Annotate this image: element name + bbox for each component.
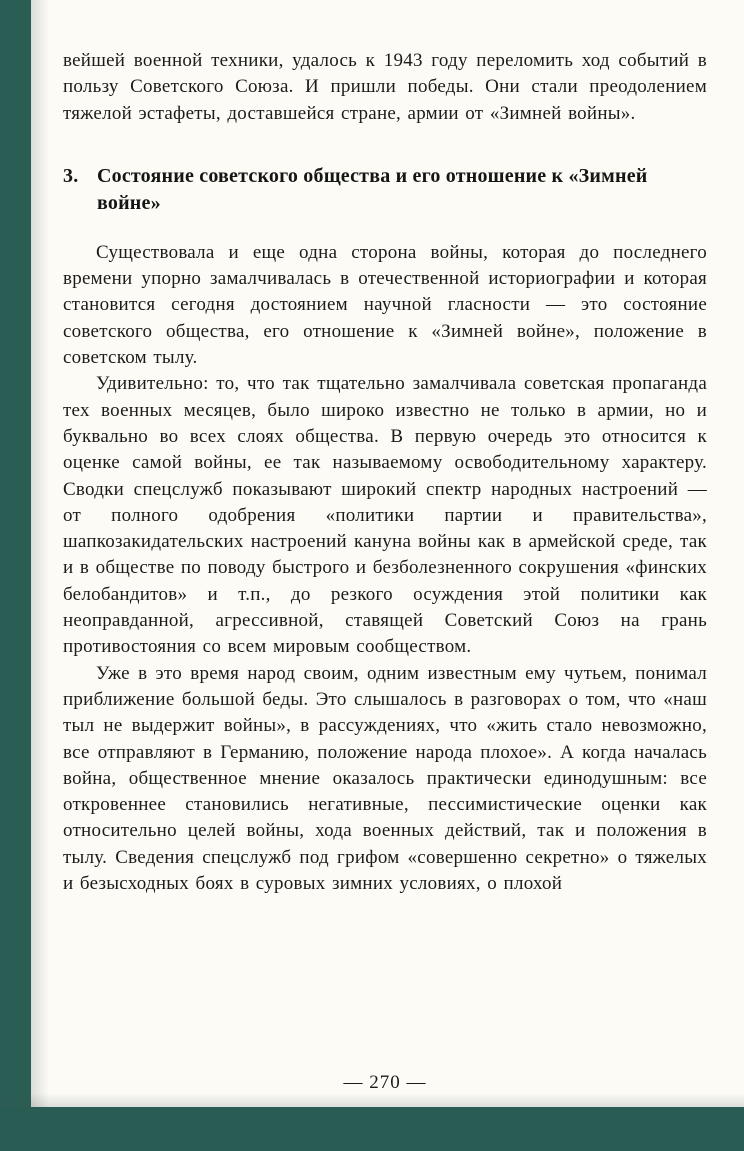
page-number: — 270 — [343,1072,427,1093]
section-heading-number: 3. [63,164,79,187]
paragraph: Уже в это время народ своим, одним известным ему чутьем, понимал приближение большой беды. Это слышалось в разговорах о том, что «наш тыл не выдержит войны», в рассуждениях, что «жить стало невозможно, все отправляют в Германию, положение народа плохое». А когда началась война, общественное мнение оказалось практически единодушным: все откровеннее становились негативные, пессимистические оценки как относительно целей войны, хода военных действий, так и положения в тылу. Сведения спецслужб под грифом «совершенно секретно» о тяжелых и безысходных боях в суровых зимних условиях, о плохой [63,662,707,895]
scan-dark-edge-left [0,0,31,1151]
page-text-block [63,48,707,897]
section-heading-text: Состояние советского общества и его отношение к «Зимней войне» [97,164,648,214]
paragraph-continuation: вейшей военной техники, удалось к 1943 году переломить ход событий в пользу Советского Союза. И пришли победы. Они стали преодолением тяжелой эстафеты, доставшейся стране, армии от «Зимней войны». [63,50,707,124]
paragraph: Удивительно: то, что так тщательно замалчивала советская пропаганда тех военных месяцев, было широко известно не только в армии, но и буквально во всех слоях общества. В первую очередь это относится к оценке самой войны, ее так называемому освободительному характеру. Сводки спецслужб показывают широкий спектр народных настроений — от полного одобрения «политики партии и правительства», шапкозакидательских настроений кануна войны как в армейской среде, так и в обществе по поводу быстрого и безболезненного сокрушения «финских белобандитов» и т.п., до резкого осуждения этой политики как неоправданной, агрессивной, ставящей Советский Союз на грань противостояния со всем мировым сообществом. [63,373,708,658]
section-heading [63,163,707,217]
paragraph: Существовала и еще одна сторона войны, которая до последнего времени упорно замалчивалась в отечественной историографии и которая становится сегодня достоянием научной гласности — это состояние советского общества, его отношение к «Зимней войне», положение в советском тылу. [63,241,707,369]
scan-dark-edge-bottom [0,1107,744,1151]
